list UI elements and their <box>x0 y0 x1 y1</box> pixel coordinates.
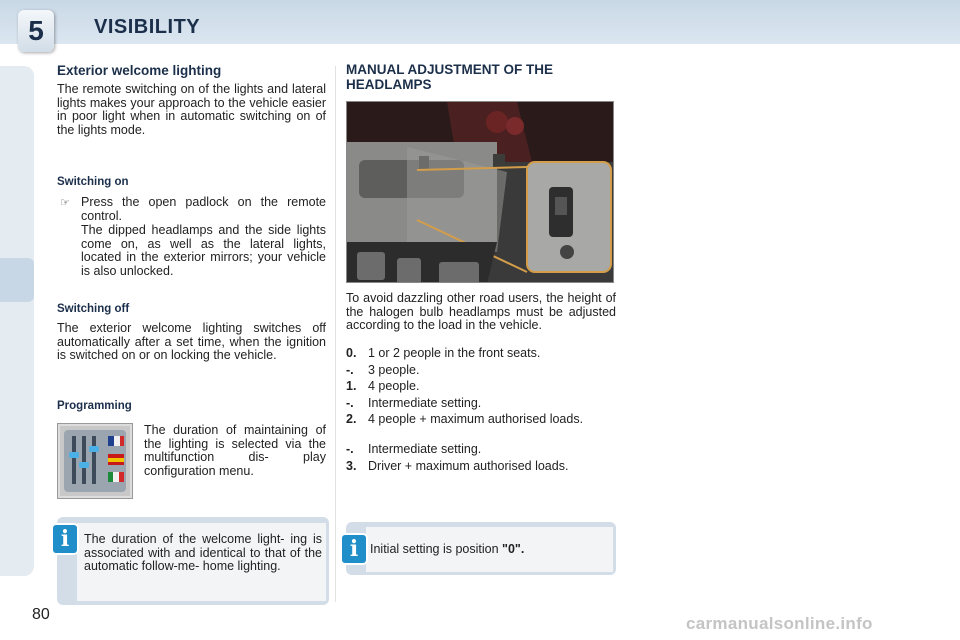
programming-heading: Programming <box>57 400 132 412</box>
switching-on-step: Press the open padlock on the remote control. <box>81 195 326 223</box>
position-description: 4 people. <box>368 379 420 393</box>
position-number: -. <box>346 396 354 410</box>
switching-off-heading: Switching off <box>57 303 130 315</box>
switching-on-heading: Switching on <box>57 176 129 188</box>
position-description: 3 people. <box>368 363 420 377</box>
info-box-welcome <box>57 517 329 605</box>
info-icon: i <box>342 535 366 563</box>
info-note-prefix: Initial setting is position <box>370 542 503 556</box>
page-title: VISIBILITY <box>94 16 201 38</box>
position-number: -. <box>346 363 354 377</box>
position-number: 0. <box>346 346 357 360</box>
programming-text: The duration of maintaining of the lighting is selected via the multifunction dis- play configuration menu. <box>144 423 326 478</box>
configuration-menu-icon <box>57 423 133 499</box>
welcome-lighting-intro: The remote switching on of the lights and lateral lights makes your approach to the vehicle easier in poor light when in automatic switching on of the lights mode. <box>57 82 326 137</box>
headlamp-adjustment-intro: To avoid dazzling other road users, the height of the halogen bulb headlamps must be adjusted according to the load in the vehicle. <box>346 291 616 332</box>
info-box-initial-setting <box>346 522 616 575</box>
side-rail-active-marker <box>0 258 34 302</box>
page-number: 80 <box>32 606 50 623</box>
side-rail <box>0 66 34 576</box>
info-box-welcome-panel <box>77 523 326 601</box>
position-description: 1 or 2 people in the front seats. <box>368 346 541 360</box>
info-note-value: "0". <box>502 542 525 556</box>
column-divider <box>335 66 336 602</box>
position-number: 3. <box>346 459 357 473</box>
position-number: 2. <box>346 412 357 426</box>
info-note-welcome: The duration of the welcome light- ing is associated with and identical to that of the automatic follow-me- home lighting. <box>84 532 322 573</box>
info-note-initial-setting <box>370 542 524 556</box>
info-box-initial-setting-panel <box>366 527 613 572</box>
headlamp-adjustment-dial-photo <box>346 101 614 283</box>
section-title-headlamp-adjustment: MANUAL ADJUSTMENT OF THE HEADLAMPS <box>346 62 553 92</box>
chapter-tab: 5 <box>18 10 54 52</box>
position-description: Intermediate setting. <box>368 442 482 456</box>
position-description: 4 people + maximum authorised loads. <box>368 412 584 426</box>
section-title-welcome-lighting: Exterior welcome lighting <box>57 63 222 78</box>
watermark: carmanualsonline.info <box>686 614 873 633</box>
position-number: 1. <box>346 379 357 393</box>
position-number: -. <box>346 442 354 456</box>
info-icon: i <box>53 525 77 553</box>
position-description: Intermediate setting. <box>368 396 482 410</box>
switching-off-text: The exterior welcome lighting switches off automatically after a set time, when the ignition is switched on or on locking the vehicle. <box>57 321 326 362</box>
position-description: Driver + maximum authorised loads. <box>368 459 569 473</box>
switching-on-result: The dipped headlamps and the side lights come on, as well as the lateral lights, located in the exterior mirrors; your vehicle is also unlocked. <box>81 223 326 278</box>
pointing-hand-icon: ☞ <box>60 196 70 209</box>
